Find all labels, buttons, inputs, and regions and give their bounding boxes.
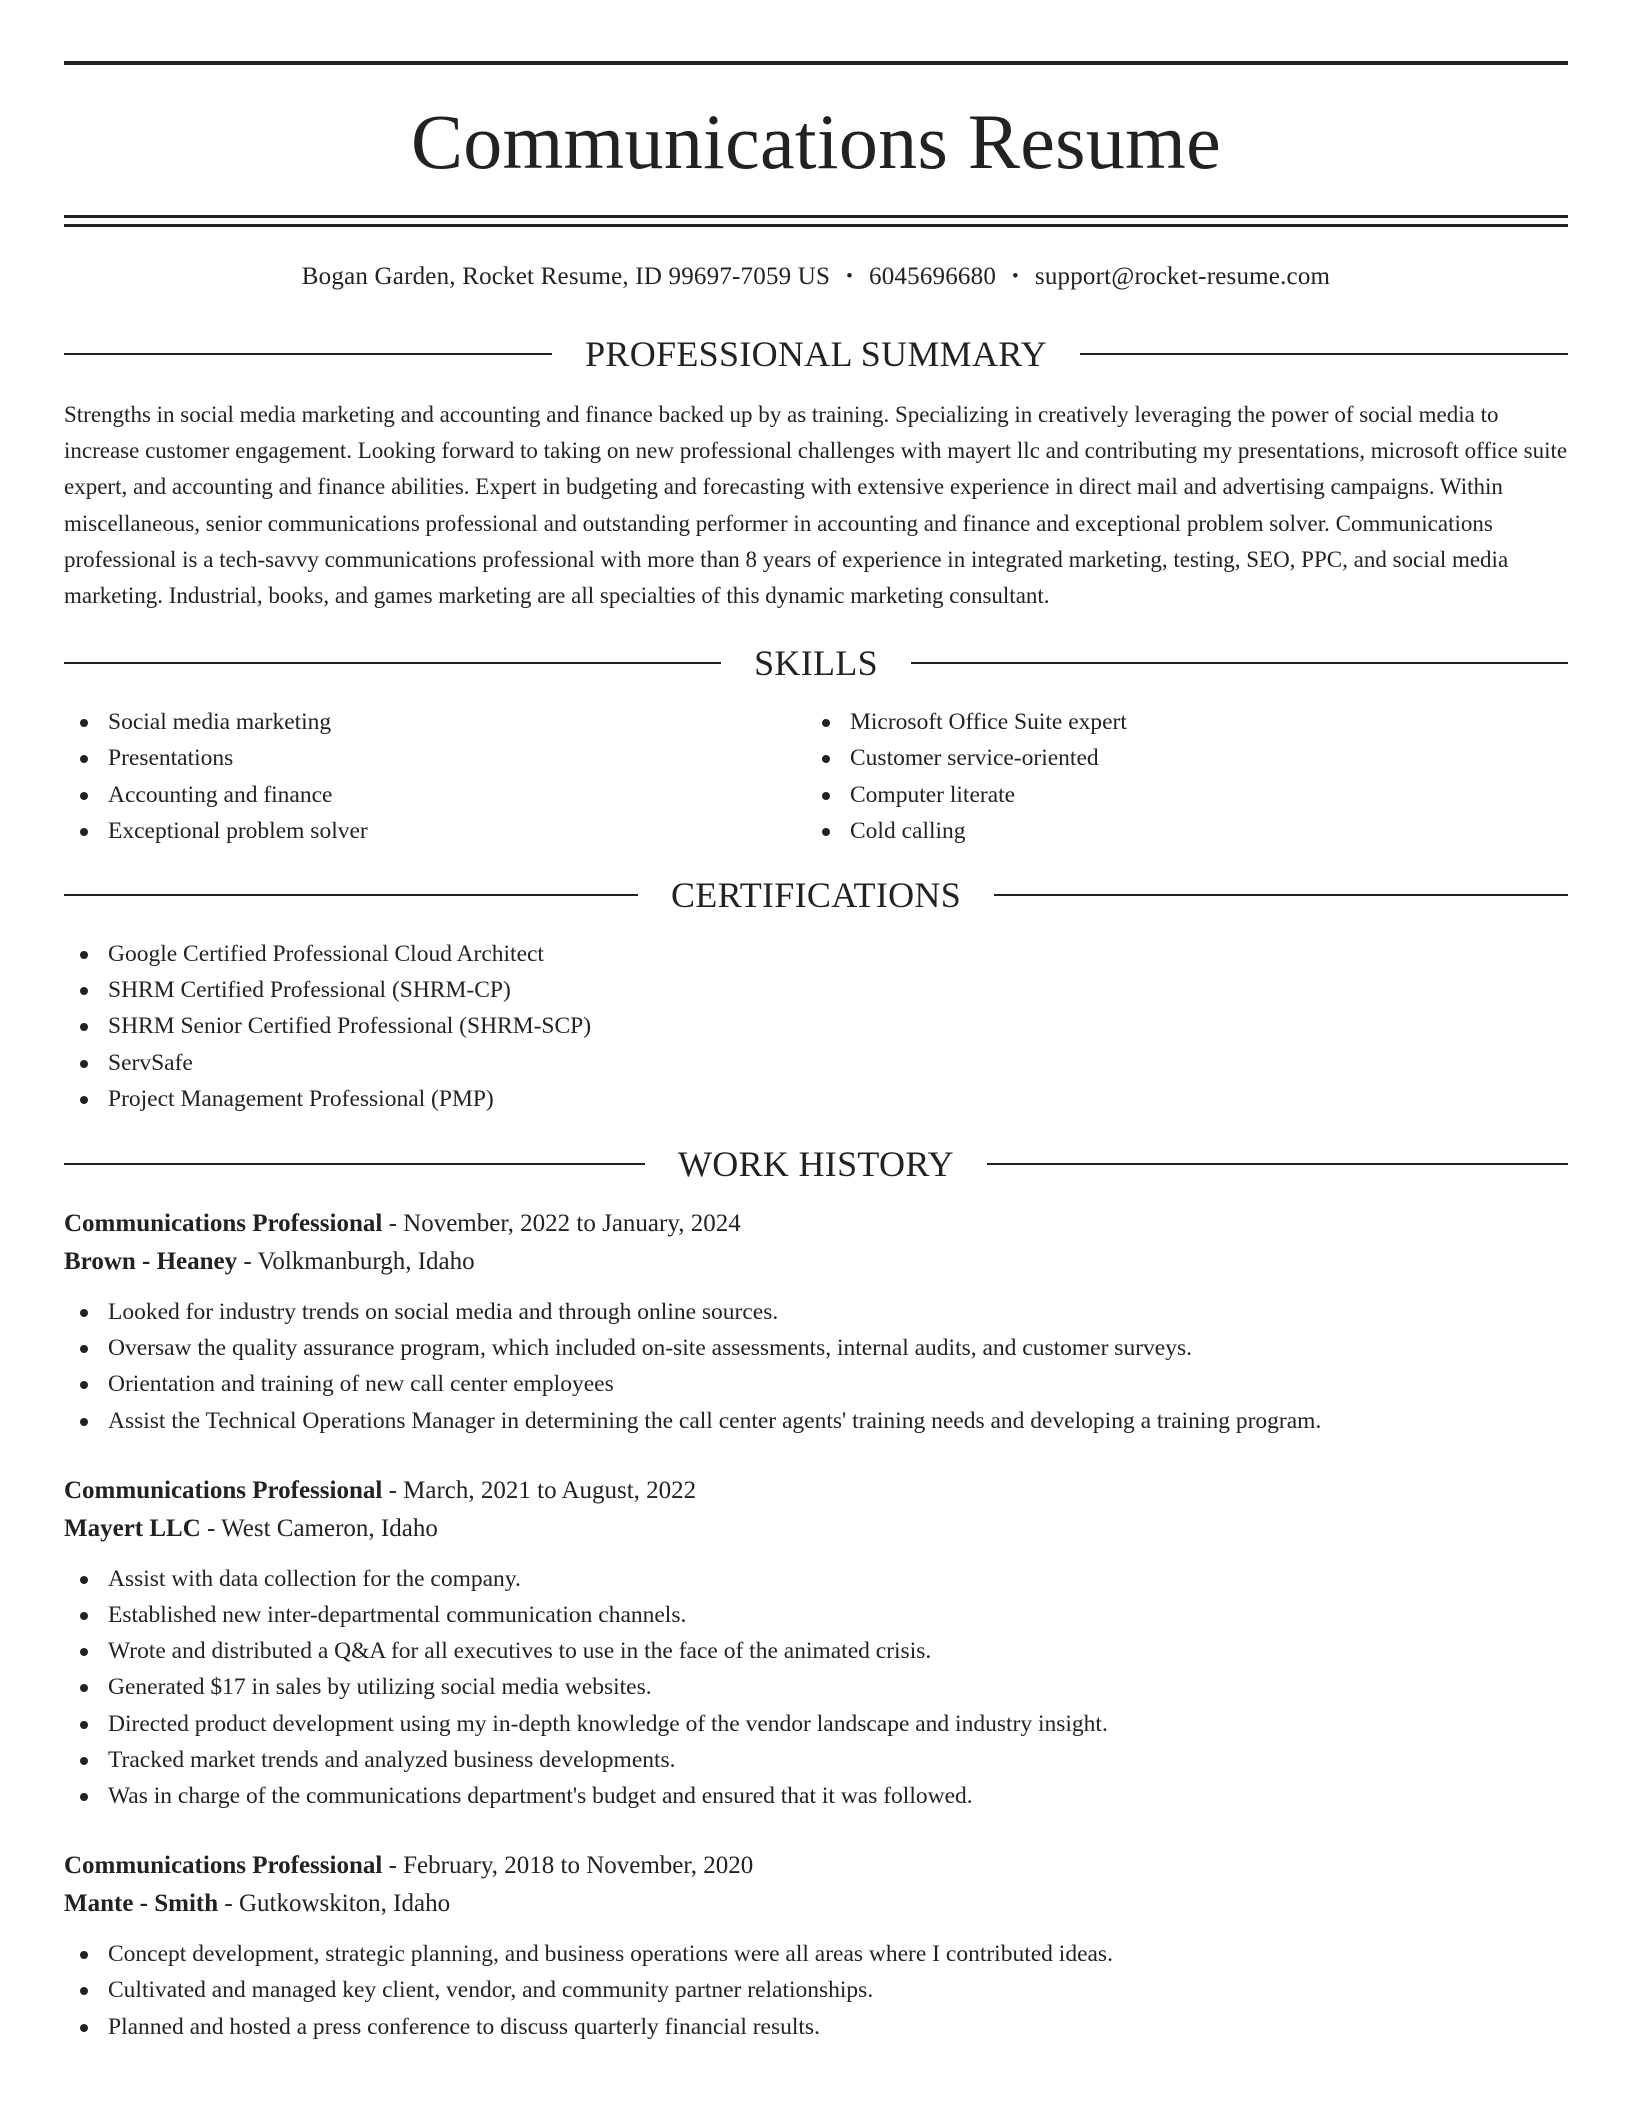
job-location: - West Cameron, Idaho <box>200 1514 438 1542</box>
certification-item: SHRM Certified Professional (SHRM-CP) <box>64 972 1568 1008</box>
skill-item: Customer service-oriented <box>806 740 1548 776</box>
contact-address: Bogan Garden, Rocket Resume, ID 99697-7059 US <box>301 263 831 290</box>
header-double-rule <box>64 215 1568 227</box>
job-title-line <box>64 1205 1568 1243</box>
resume-title: Communications Resume <box>410 98 1222 185</box>
job-task: Assist with data collection for the company. <box>64 1561 1568 1597</box>
job-task: Cultivated and managed key client, vendor, and community partner relationships. <box>64 1972 1568 2008</box>
contact-separator: • <box>846 266 854 287</box>
certification-item: ServSafe <box>64 1045 1568 1081</box>
heading-rule-right <box>987 1163 1568 1165</box>
job-task: Looked for industry trends on social media and through online sources. <box>64 1294 1568 1330</box>
job-task: Established new inter-departmental communication channels. <box>64 1597 1568 1633</box>
skills-grid <box>64 704 1568 849</box>
job-entry <box>64 1847 1568 2045</box>
skills-list-right <box>806 704 1548 849</box>
job-task: Tracked market trends and analyzed business developments. <box>64 1742 1568 1778</box>
skill-item: Presentations <box>64 740 806 776</box>
section-title: WORK HISTORY <box>678 1144 954 1185</box>
job-task: Directed product development using my in-depth knowledge of the vendor landscape and industry insight. <box>64 1706 1568 1742</box>
skill-item: Exceptional problem solver <box>64 813 806 849</box>
heading-rule-right <box>1080 353 1568 355</box>
header-top-rule <box>64 61 1568 65</box>
job-task-list <box>64 1561 1568 1814</box>
contact-line <box>64 264 1568 289</box>
certification-item: SHRM Senior Certified Professional (SHRM-SCP) <box>64 1008 1568 1044</box>
heading-rule-left <box>64 662 721 664</box>
job-company-line <box>64 1243 1568 1281</box>
job-task: Was in charge of the communications department's budget and ensured that it was followed. <box>64 1778 1568 1814</box>
job-title-line <box>64 1472 1568 1510</box>
section-heading-work-history <box>64 1145 1568 1183</box>
job-dates: - March, 2021 to August, 2022 <box>382 1476 697 1504</box>
job-dates: - November, 2022 to January, 2024 <box>382 1210 741 1238</box>
section-title: CERTIFICATIONS <box>670 875 962 916</box>
job-task: Orientation and training of new call center employees <box>64 1366 1568 1402</box>
job-task-list <box>64 1936 1568 2045</box>
certifications-list <box>64 936 1568 1117</box>
section-heading-summary <box>64 335 1568 373</box>
job-task: Oversaw the quality assurance program, which included on-site assessments, internal audits, and customer surveys. <box>64 1330 1568 1366</box>
heading-rule-right <box>994 894 1568 896</box>
job-location: - Gutkowskiton, Idaho <box>218 1890 451 1918</box>
job-task: Generated $17 in sales by utilizing social media websites. <box>64 1669 1568 1705</box>
heading-rule-left <box>64 353 552 355</box>
job-company-line <box>64 1885 1568 1923</box>
job-title: Communications Professional <box>64 1210 383 1238</box>
skills-list-left <box>64 704 806 849</box>
contact-email: support@rocket-resume.com <box>1034 263 1331 290</box>
skill-item: Microsoft Office Suite expert <box>806 704 1548 740</box>
job-entry <box>64 1472 1568 1814</box>
skill-item: Computer literate <box>806 777 1548 813</box>
job-dates: - February, 2018 to November, 2020 <box>382 1852 754 1880</box>
job-title: Communications Professional <box>64 1852 383 1880</box>
heading-rule-left <box>64 894 638 896</box>
job-title: Communications Professional <box>64 1476 383 1504</box>
job-company: Mayert LLC <box>64 1514 201 1542</box>
skill-item: Social media marketing <box>64 704 806 740</box>
skill-item: Cold calling <box>806 813 1548 849</box>
section-title: PROFESSIONAL SUMMARY <box>585 334 1047 374</box>
section-title: SKILLS <box>754 643 878 684</box>
heading-rule-right <box>911 662 1568 664</box>
certification-item: Google Certified Professional Cloud Architect <box>64 936 1568 972</box>
job-task: Concept development, strategic planning, and business operations were all areas where I contributed ideas. <box>64 1936 1568 1972</box>
job-company: Brown - Heaney <box>64 1248 238 1276</box>
job-location: - Volkmanburgh, Idaho <box>237 1248 475 1276</box>
contact-separator: • <box>1012 266 1019 287</box>
job-title-line <box>64 1847 1568 1885</box>
job-task-list <box>64 1294 1568 1439</box>
job-task: Planned and hosted a press conference to discuss quarterly financial results. <box>64 2009 1568 2045</box>
job-entry <box>64 1205 1568 1439</box>
job-company: Mante - Smith <box>64 1890 219 1918</box>
job-task: Assist the Technical Operations Manager in determining the call center agents' training needs and developing a training program. <box>64 1403 1568 1439</box>
section-heading-skills <box>64 644 1568 682</box>
job-company-line <box>64 1510 1568 1548</box>
certification-item: Project Management Professional (PMP) <box>64 1081 1568 1117</box>
job-task: Wrote and distributed a Q&A for all executives to use in the face of the animated crisis. <box>64 1633 1568 1669</box>
skill-item: Accounting and finance <box>64 777 806 813</box>
contact-phone: 6045696680 <box>869 263 997 290</box>
heading-rule-left <box>64 1163 645 1165</box>
summary-paragraph: Strengths in social media marketing and accounting and finance backed up by as training. Specializing in creatively leveraging the power of social media to increase customer engagement. Looking forward to taking on new professional challenges with mayert llc and contributing my presentations, microsoft office suite expert, and accounting and finance abilities. Expert in budgeting and forecasting with extensive experience in direct mail and advertising campaigns. Within miscellaneous, senior communications professional and outstanding performer in accounting and finance and exceptional problem solver. Communications professional is a tech-savvy communications professional with more than 8 years of experience in integrated marketing, testing, SEO, PPC, and social media marketing. Industrial, books, and games marketing are all specialties of this dynamic marketing consultant. <box>64 402 1568 609</box>
section-heading-certifications <box>64 876 1568 914</box>
